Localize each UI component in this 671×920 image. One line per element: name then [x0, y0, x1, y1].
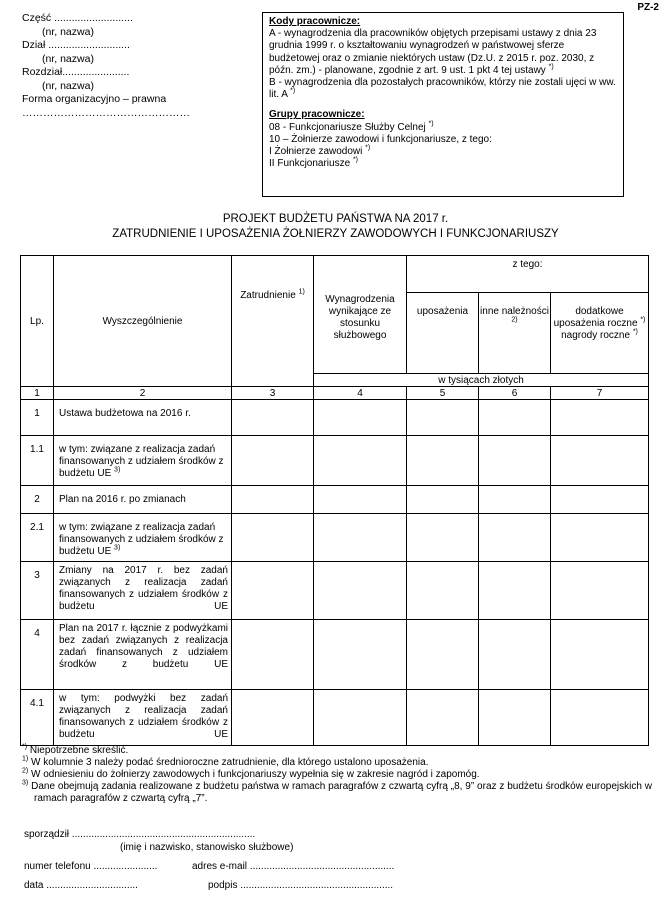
- employment-cell[interactable]: [232, 620, 314, 690]
- prepared-by-hint: (imię i nazwisko, stanowisko służbowe): [120, 842, 294, 853]
- email-field[interactable]: adres e-mail ....................................................: [192, 861, 395, 872]
- employment-cell[interactable]: [232, 690, 314, 746]
- header-lp: Lp.: [21, 256, 54, 387]
- footnote-2: $^{2)}$ W odniesieniu do żołnierzy zawodowych i funkcjonariuszy wypełnia się w zakresie nagród i zapomóg.: [22, 767, 480, 780]
- code-a: A - wynagrodzenia dla pracowników objętych przepisami ustawy z dnia 23 grudnia 1999 r. o kształtowaniu wynagrodzeń w państwowej sferze budżetowej oraz o zmianie niektórych ustaw (Dz.U. z 2015 r. poz. 2030, z późn. zm.) - planowane, zgodnie z art. 9 ust. 1 pkt 4 tej ustawy *): [269, 28, 597, 76]
- footnote-1: $^{1)}$ W kolumnie 3 należy podać średnioroczne zatrudnienie, dla którego ustalono uposażenia.: [22, 755, 429, 768]
- col-number: 1: [21, 387, 54, 400]
- header-units: w tysiącach złotych: [314, 374, 649, 387]
- header-salaries: Wynagrodzenia wynikające ze stosunku służbowego: [314, 256, 407, 374]
- group-10: 10 – Żołnierze zawodowi i funkcjonariusze, z tego:: [269, 133, 492, 145]
- row-lp: 3: [21, 562, 54, 620]
- group-10-ii: II Funkcjonariusze *): [269, 156, 358, 170]
- document-title: PROJEKT BUDŻETU PAŃSTWA NA 2017 r.: [222, 213, 449, 225]
- row-lp: 1.1: [21, 436, 54, 486]
- uposazenia-cell[interactable]: [407, 436, 479, 486]
- dodatkowe-cell[interactable]: [551, 690, 649, 746]
- inne-cell[interactable]: [479, 690, 551, 746]
- organization-block: [22, 12, 190, 120]
- form-code: PZ-2: [637, 2, 659, 13]
- groups-title: Grupy pracownicze:: [269, 109, 365, 121]
- col-number: 5: [407, 387, 479, 400]
- header-employment: Zatrudnienie $^{1)}$: [232, 256, 314, 387]
- forma-label: Forma organizacyjno – prawna: [22, 93, 167, 105]
- dodatkowe-cell[interactable]: [551, 562, 649, 620]
- czesc-field: Część ...........................: [22, 12, 133, 24]
- uposazenia-cell[interactable]: [407, 620, 479, 690]
- code-b: B - wynagrodzenia dla pozostałych pracowników, którzy nie zostali ujęci w ww. lit. A *): [269, 77, 616, 101]
- header-dodatkowe-nagrody: dodatkowe uposażenia roczne *) nagrody roczne *): [551, 293, 649, 374]
- row-lp: 2.1: [21, 514, 54, 562]
- rozdzial-hint: (nr, nazwa): [42, 79, 94, 92]
- inne-cell[interactable]: [479, 620, 551, 690]
- document-subtitle: ZATRUDNIENIE I UPOSAŻENIA ŻOŁNIERZY ZAWODOWYCH I FUNKCJONARIUSZY: [112, 228, 559, 240]
- col-number: 6: [479, 387, 551, 400]
- salaries-cell[interactable]: [314, 562, 407, 620]
- dodatkowe-cell[interactable]: [551, 620, 649, 690]
- row-lp: 4.1: [21, 690, 54, 746]
- row-description: w tym: podwyżki bez zadań związanych z realizacja zadań finansowanych z udziałem środków z budżetu UE: [54, 690, 232, 746]
- forma-field: …………………………………………: [22, 106, 190, 119]
- uposazenia-cell[interactable]: [407, 690, 479, 746]
- row-lp: 2: [21, 486, 54, 514]
- rozdzial-field: Rozdział.......................: [22, 66, 130, 78]
- inne-cell[interactable]: [479, 436, 551, 486]
- salaries-cell[interactable]: [314, 690, 407, 746]
- dodatkowe-cell[interactable]: [551, 400, 649, 436]
- prepared-by-field[interactable]: sporządził ..................................................................: [24, 829, 256, 840]
- employment-cell[interactable]: [232, 436, 314, 486]
- inne-cell[interactable]: [479, 486, 551, 514]
- table-row: [21, 436, 649, 486]
- employee-codes-title: Kody pracownicze:: [269, 16, 361, 27]
- row-lp: 1: [21, 400, 54, 436]
- phone-field[interactable]: numer telefonu .......................: [24, 861, 158, 872]
- row-description: w tym: związane z realizacja zadań finansowanych z udziałem środków z budżetu UE $^{3)}$: [54, 514, 232, 562]
- salaries-cell[interactable]: [314, 514, 407, 562]
- czesc-hint: (nr, nazwa): [42, 25, 94, 38]
- uposazenia-cell[interactable]: [407, 514, 479, 562]
- inne-cell[interactable]: [479, 400, 551, 436]
- salaries-cell[interactable]: [314, 486, 407, 514]
- footnotes: [22, 745, 652, 805]
- header-uposazenia: uposażenia: [407, 293, 479, 374]
- employment-cell[interactable]: [232, 562, 314, 620]
- header-of-which: z tego:: [407, 256, 649, 293]
- dzial-field: Dział ............................: [22, 39, 130, 51]
- salaries-cell[interactable]: [314, 620, 407, 690]
- row-description: Ustawa budżetowa na 2016 r.: [54, 400, 232, 436]
- row-description: w tym: związane z realizacja zadań finansowanych z udziałem środków z budżetu UE $^{3)}$: [54, 436, 232, 486]
- row-lp: 4: [21, 620, 54, 690]
- codes-box: [262, 12, 624, 197]
- row-description: Plan na 2017 r. łącznie z podwyżkami bez zadań związanych z realizacja zadań finansowanych z udziałem środków z budżetu UE: [54, 620, 232, 690]
- dodatkowe-cell[interactable]: [551, 486, 649, 514]
- date-field[interactable]: data .................................: [24, 880, 138, 891]
- employment-cell[interactable]: [232, 486, 314, 514]
- uposazenia-cell[interactable]: [407, 400, 479, 436]
- footnote-3: $^{3)}$ Dane obejmują zadania realizowane z budżetu państwa w ramach paragrafów z czwartą cyfrą „8, 9” oraz z budżetu środków europejskich w ramach paragrafów z czwartą cyfrą „7”.: [22, 779, 653, 804]
- inne-cell[interactable]: [479, 562, 551, 620]
- header-description: Wyszczególnienie: [54, 256, 232, 387]
- col-number: 4: [314, 387, 407, 400]
- header-inne-naleznosci: inne należności $^{2)}$: [479, 293, 551, 374]
- col-number: 2: [54, 387, 232, 400]
- salaries-cell[interactable]: [314, 400, 407, 436]
- dzial-hint: (nr, nazwa): [42, 52, 94, 65]
- uposazenia-cell[interactable]: [407, 562, 479, 620]
- budget-table: [20, 255, 649, 746]
- col-number: 3: [232, 387, 314, 400]
- dodatkowe-cell[interactable]: [551, 514, 649, 562]
- footnote-star: *) Niepotrzebne skreślić.: [22, 743, 129, 756]
- dodatkowe-cell[interactable]: [551, 436, 649, 486]
- table-row: [21, 690, 649, 746]
- table-row: [21, 486, 649, 514]
- group-10-i: I Żołnierze zawodowi *): [269, 144, 371, 158]
- table-row: [21, 562, 649, 620]
- inne-cell[interactable]: [479, 514, 551, 562]
- col-number: 7: [551, 387, 649, 400]
- employment-cell[interactable]: [232, 514, 314, 562]
- signature-field[interactable]: podpis .......................................................: [208, 880, 394, 891]
- table-row: [21, 620, 649, 690]
- salaries-cell[interactable]: [314, 436, 407, 486]
- uposazenia-cell[interactable]: [407, 486, 479, 514]
- row-description: Plan na 2016 r. po zmianach: [54, 486, 232, 514]
- row-description: Zmiany na 2017 r. bez zadań związanych z realizacja zadań finansowanych z udziałem środków z budżetu UE: [54, 562, 232, 620]
- employment-cell[interactable]: [232, 400, 314, 436]
- table-row: [21, 514, 649, 562]
- table-row: [21, 400, 649, 436]
- group-08: 08 - Funkcjonariusze Służby Celnej *): [269, 120, 434, 133]
